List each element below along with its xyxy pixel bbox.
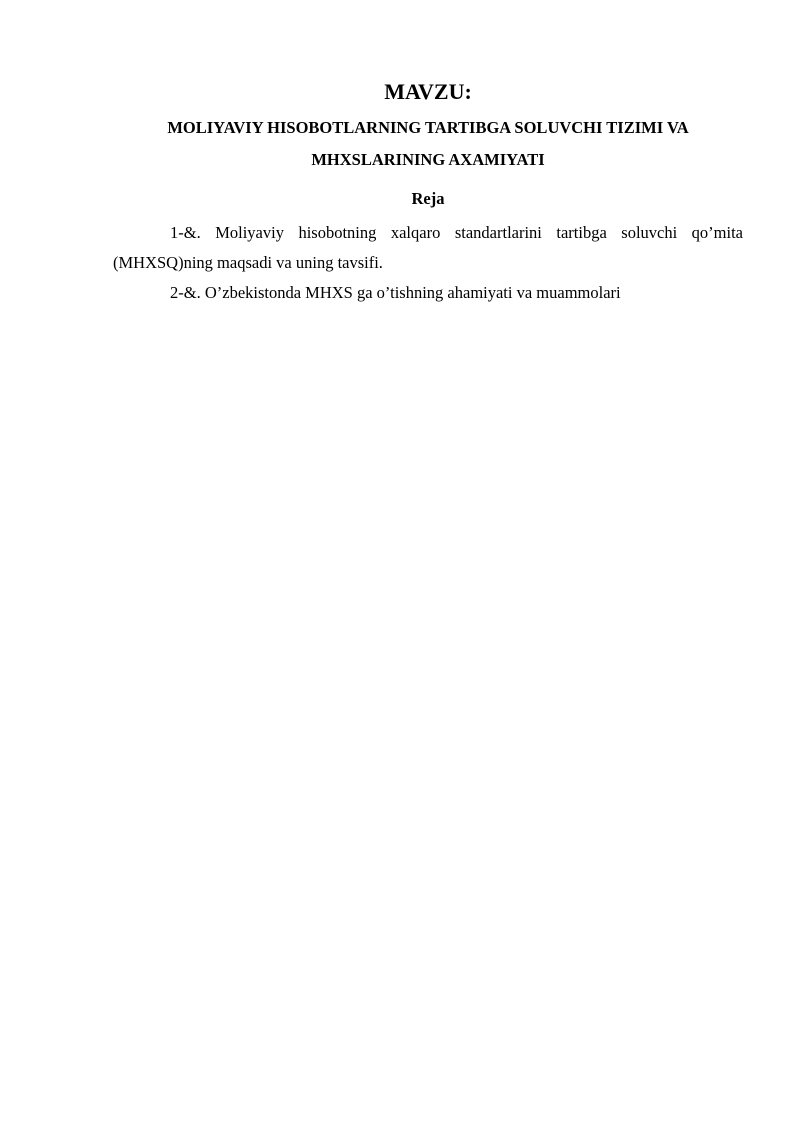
plan-list — [113, 218, 743, 308]
document-content — [113, 78, 743, 308]
document-subtitle: MOLIYAVIY HISOBOTLARNING TARTIBGA SOLUVCHI TIZIMI VA MHXSLARINING AXAMIYATI — [167, 118, 689, 169]
plan-heading: Reja — [411, 189, 445, 208]
plan-item-2: 2-&. O’zbekistonda MHXS ga o’tishning ahamiyati va muammolari — [170, 283, 621, 302]
document-title: MAVZU: — [384, 79, 472, 104]
plan-item-1: 1-&. Moliyaviy hisobotning xalqaro standartlarini tartibga soluvchi qo’mita (MHXSQ)ning maqsadi va uning tavsifi. — [113, 223, 743, 272]
